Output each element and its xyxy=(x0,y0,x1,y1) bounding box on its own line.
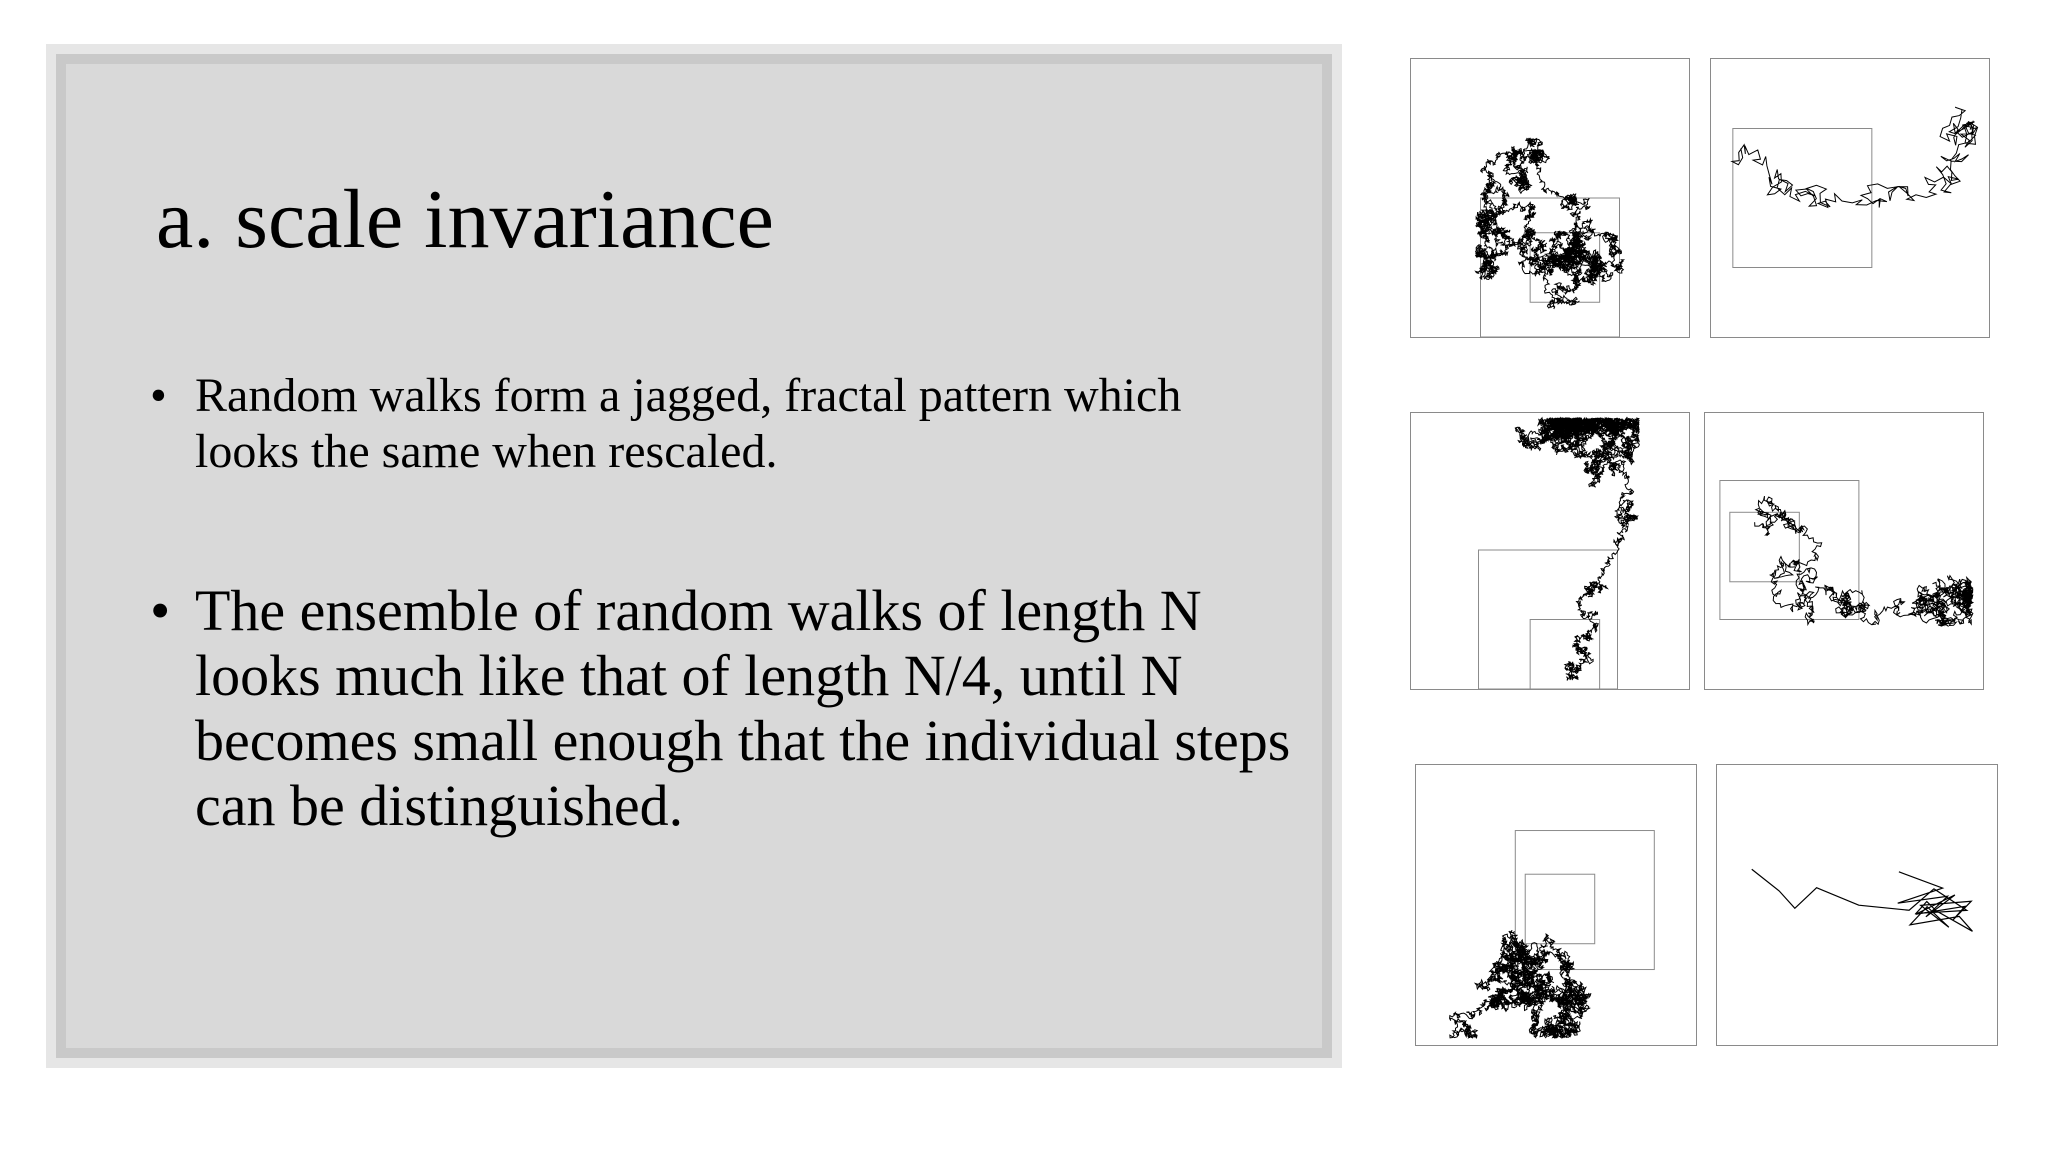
scale-box-small xyxy=(1525,874,1595,944)
random-walk-figure-6 xyxy=(1716,764,1998,1046)
scale-box-large xyxy=(1515,831,1654,970)
walk-path xyxy=(1450,930,1591,1038)
random-walk-figure-1 xyxy=(1410,58,1690,338)
random-walk-plot-4 xyxy=(1705,413,1983,689)
random-walk-plot-6 xyxy=(1717,765,1997,1045)
walk-path xyxy=(1732,107,1978,207)
walk-path xyxy=(1515,418,1639,680)
bullet-marker: • xyxy=(150,369,167,422)
random-walk-plot-5 xyxy=(1416,765,1696,1045)
slide-title: a. scale invariance xyxy=(156,173,774,266)
walk-path xyxy=(1752,869,1973,931)
bullet-text: The ensemble of random walks of length N looks much like that of length N/4, until N becomes small enough that the individual steps can be distinguished. xyxy=(195,578,1291,838)
bullet-marker: • xyxy=(150,578,171,643)
random-walk-plot-1 xyxy=(1411,59,1689,337)
random-walk-figure-4 xyxy=(1704,412,1984,690)
random-walk-figure-5 xyxy=(1415,764,1697,1046)
random-walk-plot-3 xyxy=(1411,413,1689,689)
bullet-text: Random walks form a jagged, fractal pattern which looks the same when rescaled. xyxy=(195,369,1182,478)
random-walk-figure-3 xyxy=(1410,412,1690,690)
scale-box-large xyxy=(1733,129,1872,268)
walk-path xyxy=(1755,496,1973,626)
random-walk-plot-2 xyxy=(1711,59,1989,337)
random-walk-figure-2 xyxy=(1710,58,1990,338)
walk-path xyxy=(1476,139,1624,309)
